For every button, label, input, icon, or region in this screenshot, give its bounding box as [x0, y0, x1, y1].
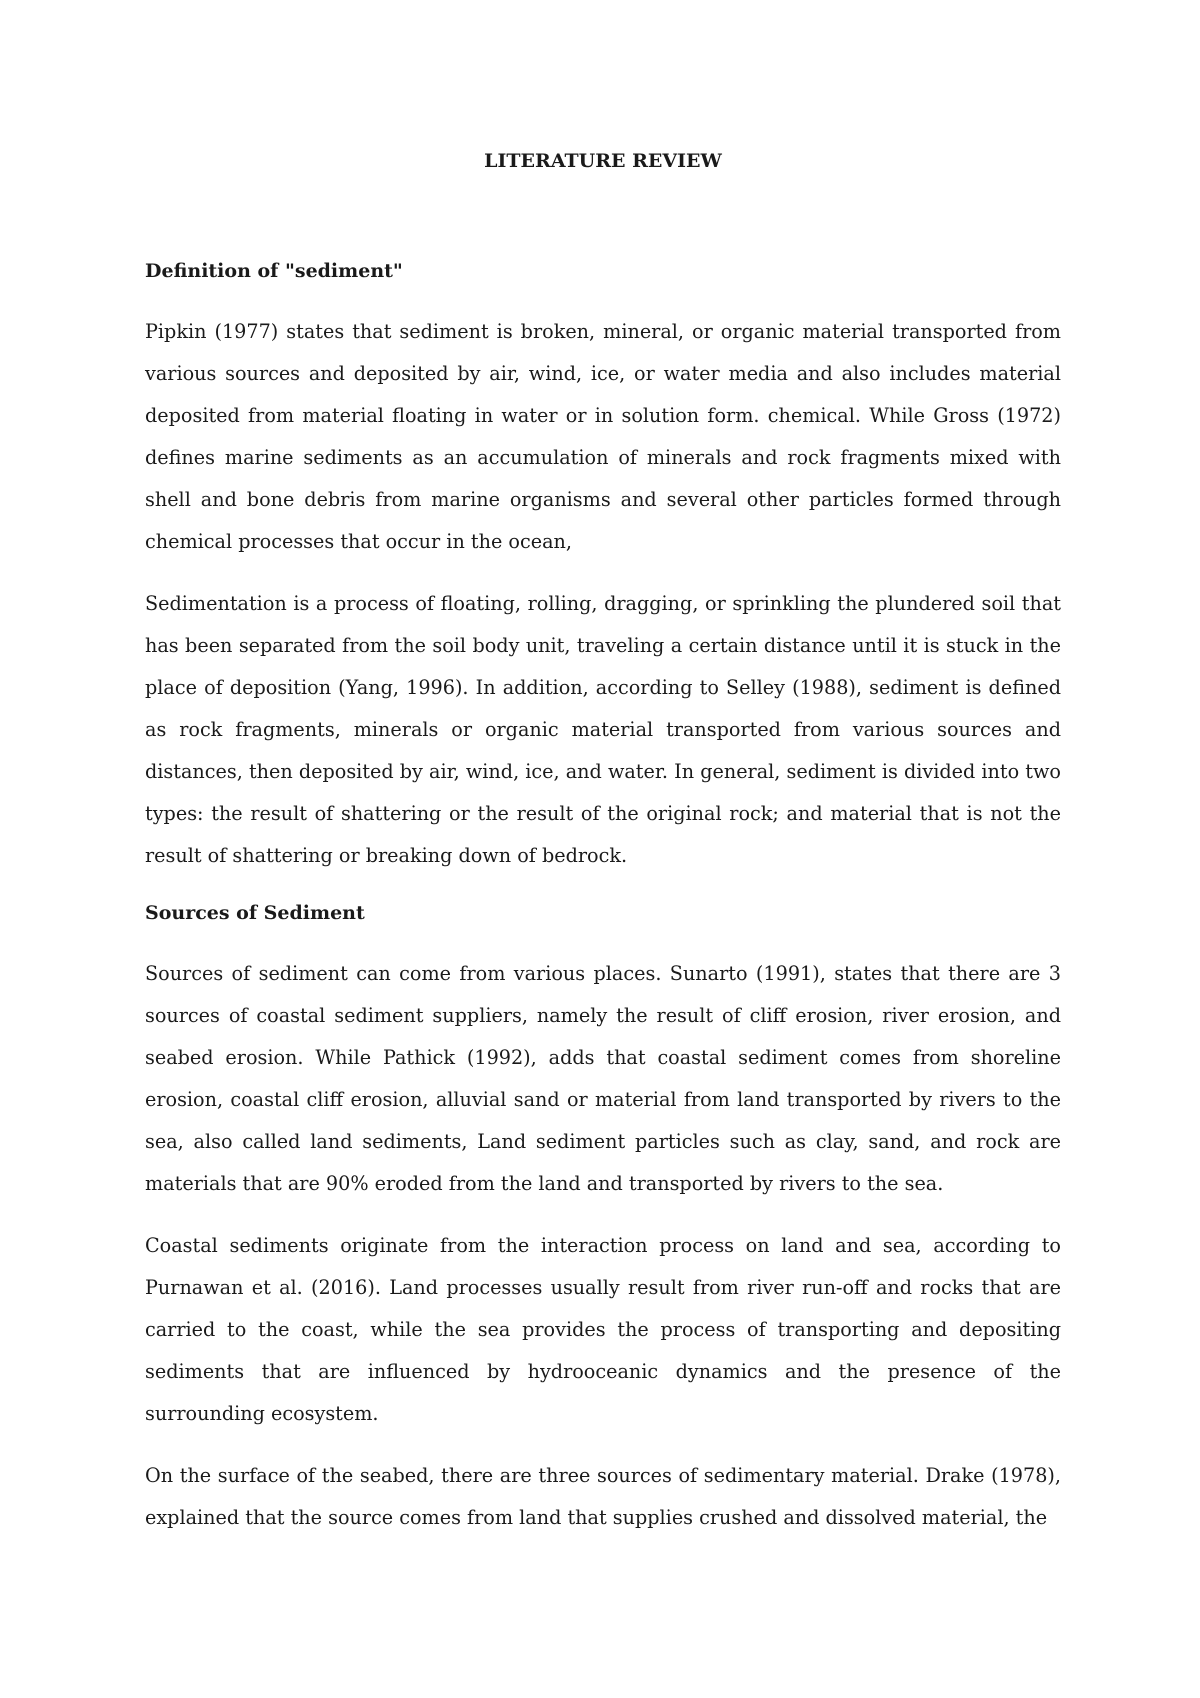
document-page: [145, 145, 1061, 1539]
section-heading-definition: Definition of "sediment": [145, 260, 403, 282]
paragraph: Coastal sediments originate from the interaction process on land and sea, according to Purnawan et al. (2016). Land processes usually result from river run-off and rocks that are carried to the coast, while the sea provides the process of transporting and depositing sediments that are influenced by hydrooceanic dynamics and the presence of the surrounding ecosystem.: [145, 1234, 1061, 1425]
section-heading-sources: Sources of Sediment: [145, 902, 365, 924]
section-definition: [145, 255, 1061, 877]
paragraph: On the surface of the seabed, there are three sources of sedimentary material. Drake (1978), explained that the source comes from land that supplies crushed and dissolved material, the: [145, 1464, 1061, 1529]
page-title: LITERATURE REVIEW: [484, 150, 722, 172]
paragraph: Sedimentation is a process of floating, rolling, dragging, or sprinkling the plundered soil that has been separated from the soil body unit, traveling a certain distance until it is stuck in the place of deposition (Yang, 1996). In addition, according to Selley (1988), sediment is defined as rock fragments, minerals or organic material transported from various sources and distances, then deposited by air, wind, ice, and water. In general, sediment is divided into two types: the result of shattering or the result of the original rock; and material that is not the result of shattering or breaking down of bedrock.: [145, 592, 1061, 867]
paragraph: Pipkin (1977) states that sediment is broken, mineral, or organic material transported from various sources and deposited by air, wind, ice, or water media and also includes material deposited from material floating in water or in solution form. chemical. While Gross (1972) defines marine sediments as an accumulation of minerals and rock fragments mixed with shell and bone debris from marine organisms and several other particles formed through chemical processes that occur in the ocean,: [145, 320, 1061, 553]
section-sources: [145, 897, 1061, 1539]
paragraph: Sources of sediment can come from various places. Sunarto (1991), states that there are 3 sources of coastal sediment suppliers, namely the result of cliff erosion, river erosion, and seabed erosion. While Pathick (1992), adds that coastal sediment comes from shoreline erosion, coastal cliff erosion, alluvial sand or material from land transported by rivers to the sea, also called land sediments, Land sediment particles such as clay, sand, and rock are materials that are 90% eroded from the land and transported by rivers to the sea.: [145, 962, 1061, 1195]
